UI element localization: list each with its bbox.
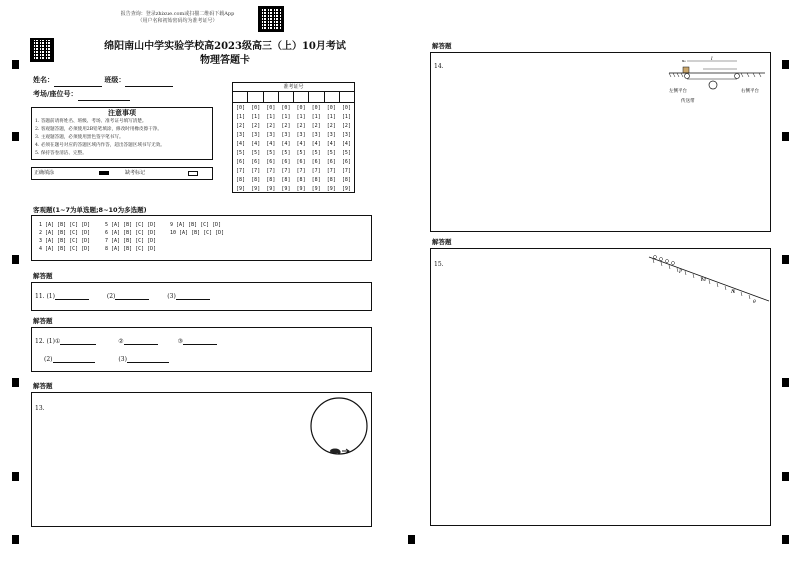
exam-id-bubble[interactable]: [7]: [236, 168, 246, 174]
exam-id-bubble[interactable]: [1]: [266, 114, 276, 120]
exam-id-bubble[interactable]: [2]: [296, 123, 306, 129]
q12-row1: [35, 338, 217, 345]
exam-id-bubble[interactable]: [7]: [296, 168, 306, 174]
exam-id-bubble[interactable]: [5]: [251, 150, 261, 156]
q15-section-title: 解答题: [432, 238, 452, 246]
exam-id-bubble[interactable]: [1]: [296, 114, 306, 120]
exam-id-bubble[interactable]: [6]: [326, 159, 336, 165]
report-notice-line1: 报告查询：登录zhixue.com或扫描二维码下载App: [120, 11, 235, 17]
q11-part2: (2): [106, 293, 116, 300]
label-right-platform: 右侧平台: [741, 89, 759, 94]
exam-id-bubble[interactable]: [3]: [341, 132, 351, 138]
exam-id-bubble[interactable]: [7]: [266, 168, 276, 174]
exam-id-bubble[interactable]: [0]: [251, 105, 261, 111]
exam-id-bubble[interactable]: [5]: [326, 150, 336, 156]
title-line2: 物理答题卡: [200, 55, 250, 66]
exam-id-bubble[interactable]: [7]: [341, 168, 351, 174]
q12-row2-part3: (3): [118, 356, 127, 363]
timing-mark: [12, 255, 19, 264]
student-info: [33, 73, 173, 101]
exam-id-bubbles[interactable]: [233, 103, 354, 193]
exam-id-bubble[interactable]: [2]: [251, 123, 261, 129]
exam-id-bubble[interactable]: [1]: [311, 114, 321, 120]
choice-question[interactable]: 2 [A] [B] [C] [D]: [39, 230, 91, 236]
exam-id-bubble[interactable]: [1]: [341, 114, 351, 120]
class-field[interactable]: [125, 79, 173, 87]
timing-mark: [12, 535, 19, 544]
label-belt: 传送带: [681, 99, 695, 104]
exam-id-bubble[interactable]: [5]: [296, 150, 306, 156]
timing-mark: [782, 60, 789, 69]
exam-id-bubble[interactable]: [5]: [236, 150, 246, 156]
exam-id-label: 准考证号: [233, 83, 354, 92]
q13-number: 13.: [35, 405, 45, 412]
q14-box[interactable]: [430, 52, 771, 232]
choice-question[interactable]: 5 [A] [B] [C] [D]: [105, 222, 157, 228]
exam-id-bubble[interactable]: [2]: [281, 123, 291, 129]
drive-wheel: [709, 81, 717, 89]
exam-id-bubble[interactable]: [6]: [341, 159, 351, 165]
exam-id-bubble[interactable]: [4]: [341, 141, 351, 147]
exam-id-bubble[interactable]: [8]: [311, 177, 321, 183]
exam-id-bubble[interactable]: [6]: [281, 159, 291, 165]
q12-blank-4[interactable]: [53, 356, 95, 363]
q14-conveyor-diagram: [667, 55, 769, 105]
left-pulley: [685, 74, 690, 79]
exam-id-bubble[interactable]: [2]: [326, 123, 336, 129]
q11-part3: (3): [167, 293, 176, 300]
timing-mark: [782, 255, 789, 264]
q13-box[interactable]: [31, 392, 372, 527]
exam-id-bubble[interactable]: [9]: [236, 186, 246, 192]
exam-id-bubble[interactable]: [5]: [281, 150, 291, 156]
timing-mark: [782, 132, 789, 141]
q12-blank-3[interactable]: [183, 338, 217, 345]
label-theta: θ: [753, 300, 756, 305]
timing-mark: [12, 378, 19, 387]
exam-id-bubble[interactable]: [5]: [311, 150, 321, 156]
exam-id-grid: [232, 82, 355, 193]
q14-number: 14.: [434, 63, 444, 70]
label-p: P: [679, 270, 683, 275]
label-m: M: [701, 277, 707, 283]
loop-track: [311, 398, 367, 454]
choice-question[interactable]: 4 [A] [B] [C] [D]: [39, 246, 91, 252]
absent-label: 缺考标记: [125, 170, 146, 176]
exam-id-bubble[interactable]: [6]: [251, 159, 261, 165]
q11-blank-3[interactable]: [176, 293, 210, 300]
timing-mark: [782, 378, 789, 387]
exam-id-bubble[interactable]: [3]: [326, 132, 336, 138]
exam-id-bubble[interactable]: [4]: [326, 141, 336, 147]
timing-mark: [782, 535, 789, 544]
q12-blank-1[interactable]: [60, 338, 96, 345]
exam-id-bubble[interactable]: [9]: [251, 186, 261, 192]
correct-fill-label: 正确填涂: [34, 170, 55, 176]
q11-section-title: 解答题: [33, 272, 53, 280]
q12-box[interactable]: [31, 327, 372, 372]
choice-question[interactable]: 6 [A] [B] [C] [D]: [105, 230, 157, 236]
exam-id-bubble[interactable]: [6]: [296, 159, 306, 165]
absent-checkbox[interactable]: [188, 171, 198, 176]
q13-loop-diagram: [308, 395, 370, 457]
exam-id-column[interactable]: [233, 104, 248, 193]
label-n: N: [731, 289, 736, 295]
q11-box[interactable]: [31, 282, 372, 311]
note-item: 5. 保持答卷清洁、完整。: [35, 151, 87, 156]
exam-id-bubble[interactable]: [4]: [251, 141, 261, 147]
q12-blank-5[interactable]: [127, 356, 169, 363]
exam-id-column[interactable]: [324, 104, 339, 193]
exam-id-column[interactable]: [339, 104, 354, 193]
exam-id-bubble[interactable]: [0]: [296, 105, 306, 111]
page-title: [60, 40, 390, 68]
q15-number: 15.: [434, 261, 444, 268]
exam-id-bubble[interactable]: [1]: [326, 114, 336, 120]
exam-id-column[interactable]: [248, 104, 263, 193]
timing-mark: [12, 132, 19, 141]
exam-id-bubble[interactable]: [4]: [236, 141, 246, 147]
note-item: 3. 主观题答题，必须使用黑色签字笔书写。: [35, 135, 124, 140]
exam-id-bubble[interactable]: [5]: [341, 150, 351, 156]
exam-id-bubble[interactable]: [5]: [266, 150, 276, 156]
q11-answers: [35, 293, 210, 300]
exam-id-bubble[interactable]: [1]: [236, 114, 246, 120]
correct-fill-sample: [99, 171, 109, 175]
exam-id-column[interactable]: [309, 104, 324, 193]
exam-id-bubble[interactable]: [2]: [266, 123, 276, 129]
q12-row2-part2: (2): [44, 356, 53, 363]
note-item: 2. 客观题答题，必须使用2B铅笔填涂，修改时用橡皮擦干净。: [35, 127, 162, 132]
exam-id-bubble[interactable]: [9]: [266, 186, 276, 192]
timing-mark: [408, 535, 415, 544]
choice-question[interactable]: 7 [A] [B] [C] [D]: [105, 238, 157, 244]
exam-id-bubble[interactable]: [3]: [311, 132, 321, 138]
q12-blank-2[interactable]: [124, 338, 158, 345]
notes-list: [35, 118, 209, 158]
label-l: l: [711, 56, 713, 62]
notes-box: [31, 107, 213, 160]
exam-id-bubble[interactable]: [8]: [266, 177, 276, 183]
exam-id-bubble[interactable]: [2]: [341, 123, 351, 129]
exam-id-bubble[interactable]: [0]: [341, 105, 351, 111]
exam-id-bubble[interactable]: [8]: [326, 177, 336, 183]
exam-id-bubble[interactable]: [2]: [311, 123, 321, 129]
objective-box: [31, 215, 372, 261]
exam-id-bubble[interactable]: [1]: [281, 114, 291, 120]
report-notice: [105, 11, 250, 25]
q15-incline-diagram: [645, 253, 771, 305]
q11-blank-2[interactable]: [115, 293, 149, 300]
exam-id-bubble[interactable]: [6]: [311, 159, 321, 165]
exam-id-bubble[interactable]: [7]: [311, 168, 321, 174]
block-icon: [683, 67, 689, 73]
exam-id-bubble[interactable]: [9]: [341, 186, 351, 192]
exam-id-bubble[interactable]: [6]: [266, 159, 276, 165]
exam-id-bubble[interactable]: [3]: [236, 132, 246, 138]
app-qr-code: [258, 6, 284, 32]
note-item: 1. 答题前请将姓名、班级、考场、准考证号填写清楚。: [35, 119, 147, 124]
exam-id-bubble[interactable]: [0]: [281, 105, 291, 111]
label-x0: x₀: [682, 58, 686, 63]
q12-part2: ②: [118, 338, 124, 345]
exam-id-bubble[interactable]: [8]: [341, 177, 351, 183]
exam-id-bubble[interactable]: [0]: [326, 105, 336, 111]
exam-id-bubble[interactable]: [6]: [236, 159, 246, 165]
exam-id-bubble[interactable]: [4]: [266, 141, 276, 147]
exam-id-bubble[interactable]: [1]: [251, 114, 261, 120]
choice-column-3[interactable]: [170, 221, 224, 237]
exam-id-bubble[interactable]: [3]: [251, 132, 261, 138]
choice-question[interactable]: 10 [A] [B] [C] [D]: [170, 230, 225, 236]
note-item: 4. 必须在题号对应的答题区域内作答，超出答题区域书写无效。: [35, 143, 165, 148]
exam-id-column[interactable]: [294, 104, 309, 193]
exam-id-bubble[interactable]: [4]: [296, 141, 306, 147]
exam-id-bubble[interactable]: [8]: [296, 177, 306, 183]
q12-section-title: 解答题: [33, 317, 53, 325]
q12-number: 12. (1)①: [35, 338, 61, 345]
right-pulley: [735, 74, 740, 79]
exam-id-bubble[interactable]: [9]: [296, 186, 306, 192]
exam-id-column[interactable]: [278, 104, 293, 193]
q11-blank-1[interactable]: [55, 293, 89, 300]
exam-id-bubble[interactable]: [7]: [251, 168, 261, 174]
exam-id-bubble[interactable]: [3]: [266, 132, 276, 138]
exam-id-column[interactable]: [263, 104, 278, 193]
name-label: 姓名：: [33, 76, 54, 84]
room-field[interactable]: [78, 93, 130, 101]
exam-id-bubble[interactable]: [8]: [251, 177, 261, 183]
choice-question[interactable]: 8 [A] [B] [C] [D]: [105, 246, 157, 252]
exam-id-bubble[interactable]: [8]: [281, 177, 291, 183]
exam-id-bubble[interactable]: [0]: [311, 105, 321, 111]
timing-mark: [12, 60, 19, 69]
exam-id-bubble[interactable]: [8]: [236, 177, 246, 183]
exam-id-bubble[interactable]: [0]: [266, 105, 276, 111]
choice-question[interactable]: 1 [A] [B] [C] [D]: [39, 222, 91, 228]
choice-column-2[interactable]: [105, 221, 156, 253]
exam-id-bubble[interactable]: [7]: [281, 168, 291, 174]
class-label: 班级：: [104, 76, 126, 84]
room-label: 考场/座位号：: [33, 90, 78, 98]
label-left-platform: 左侧平台: [669, 89, 687, 94]
exam-id-bubble[interactable]: [2]: [236, 123, 246, 129]
exam-id-bubble[interactable]: [4]: [311, 141, 321, 147]
report-notice-line2: （用户名和初始密码均为准考证号）: [137, 18, 218, 24]
objective-title: 客观题(1~7为单选题;8~10为多选题): [33, 206, 147, 214]
exam-id-bubble[interactable]: [9]: [326, 186, 336, 192]
q12-part3: ③: [177, 338, 183, 345]
name-field[interactable]: [54, 79, 102, 87]
notes-title: 注意事项: [108, 109, 136, 117]
timing-mark: [782, 472, 789, 481]
exam-id-bubble[interactable]: [0]: [236, 105, 246, 111]
choice-question[interactable]: 9 [A] [B] [C] [D]: [170, 222, 222, 228]
timing-mark: [12, 472, 19, 481]
exam-id-bubble[interactable]: [9]: [281, 186, 291, 192]
choice-column-1[interactable]: [39, 221, 90, 253]
title-line1: 绵阳南山中学实验学校高2023级高三（上）10月考试: [104, 41, 346, 52]
exam-id-bubble[interactable]: [9]: [311, 186, 321, 192]
q13-section-title: 解答题: [33, 382, 53, 390]
exam-id-bubble[interactable]: [3]: [281, 132, 291, 138]
sheet-qr-code: [30, 38, 54, 62]
exam-id-bubble[interactable]: [3]: [296, 132, 306, 138]
choice-question[interactable]: 3 [A] [B] [C] [D]: [39, 238, 91, 244]
q12-row2: [44, 356, 169, 363]
exam-id-bubble[interactable]: [7]: [326, 168, 336, 174]
q15-box[interactable]: [430, 248, 771, 526]
q14-section-title: 解答题: [432, 42, 452, 50]
exam-id-bubble[interactable]: [4]: [281, 141, 291, 147]
q11-number: 11. (1): [35, 293, 55, 300]
fill-legend: [31, 167, 213, 180]
